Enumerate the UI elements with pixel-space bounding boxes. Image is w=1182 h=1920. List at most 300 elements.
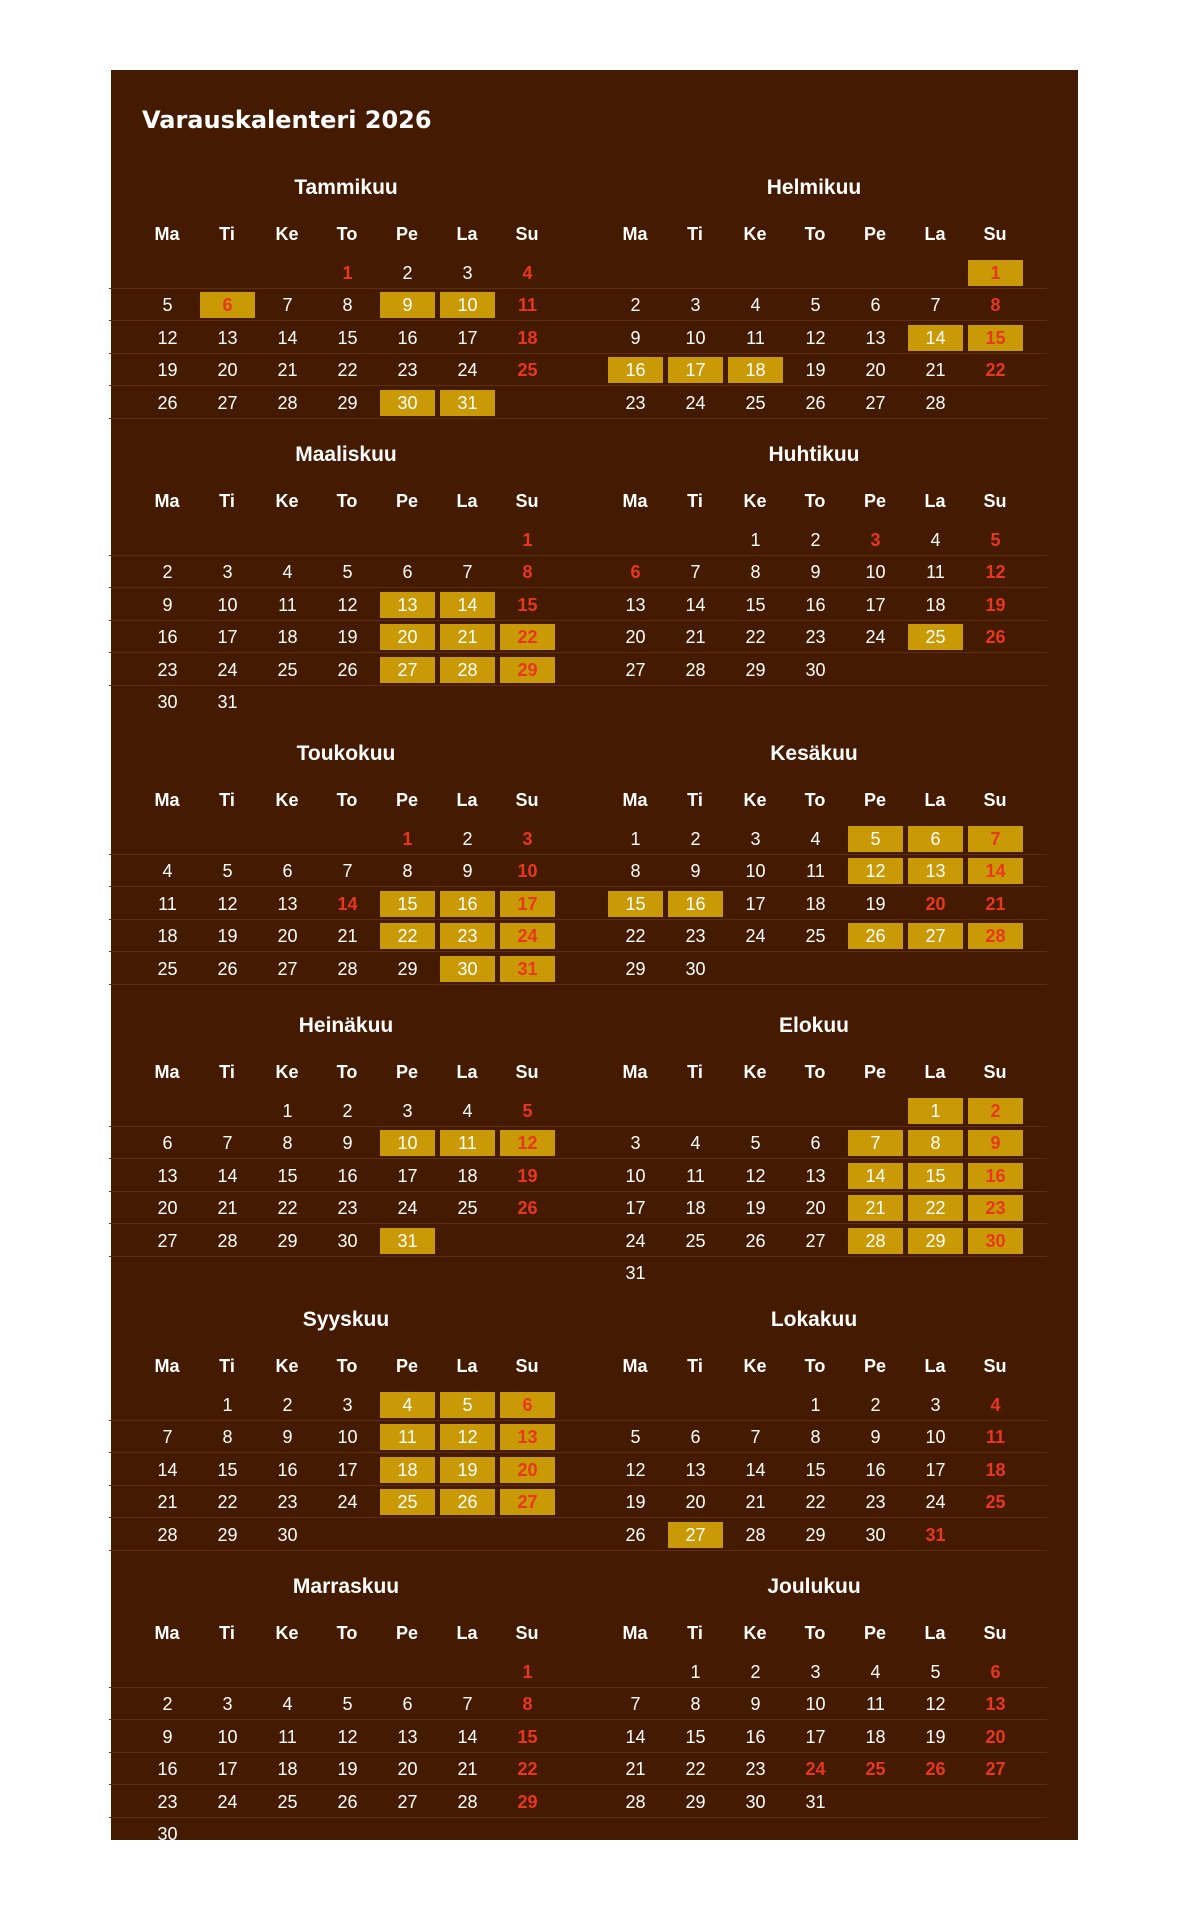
day-cell[interactable]: 14 (685, 594, 706, 615)
day-cell[interactable]: 1 (522, 1662, 533, 1682)
day-cell[interactable]: 12 (925, 1694, 946, 1715)
day-cell[interactable]: 6 (402, 562, 413, 583)
day-cell[interactable]: 23 (685, 926, 706, 947)
day-cell[interactable]: 2 (162, 1694, 173, 1715)
booked-day[interactable]: 14 (440, 592, 495, 618)
booked-day[interactable]: 10 (380, 1130, 435, 1156)
booked-day[interactable]: 20 (380, 624, 435, 650)
day-cell[interactable]: 22 (517, 1759, 538, 1780)
day-cell[interactable]: 3 (342, 1395, 353, 1415)
booked-day[interactable]: 28 (968, 923, 1023, 949)
day-cell[interactable]: 19 (925, 1726, 946, 1747)
booked-day[interactable]: 15 (908, 1163, 963, 1189)
day-cell[interactable]: 21 (457, 1759, 478, 1780)
day-cell[interactable]: 26 (337, 659, 358, 680)
day-cell[interactable]: 4 (690, 1133, 701, 1154)
booked-day[interactable]: 11 (380, 1424, 435, 1450)
day-cell[interactable]: 5 (522, 1101, 533, 1121)
day-cell[interactable]: 9 (342, 1133, 353, 1154)
day-cell[interactable]: 24 (925, 1492, 946, 1513)
day-cell[interactable]: 11 (866, 1694, 885, 1715)
booked-day[interactable]: 8 (908, 1130, 963, 1156)
day-cell[interactable]: 24 (217, 1791, 238, 1812)
day-cell[interactable]: 9 (750, 1694, 761, 1715)
booked-day[interactable]: 29 (500, 657, 555, 683)
day-cell[interactable]: 21 (277, 360, 298, 381)
day-cell[interactable]: 30 (157, 692, 178, 712)
booked-day[interactable]: 24 (500, 923, 555, 949)
day-cell[interactable]: 30 (745, 1791, 766, 1812)
booked-day[interactable]: 19 (440, 1457, 495, 1483)
day-cell[interactable]: 4 (810, 829, 821, 849)
booked-day[interactable]: 22 (500, 624, 555, 650)
day-cell[interactable]: 1 (342, 263, 353, 283)
day-cell[interactable]: 28 (925, 392, 946, 413)
day-cell[interactable]: 2 (810, 530, 821, 550)
day-cell[interactable]: 13 (625, 594, 646, 615)
day-cell[interactable]: 12 (985, 562, 1006, 583)
day-cell[interactable]: 20 (217, 360, 238, 381)
day-cell[interactable]: 4 (162, 861, 173, 882)
day-cell[interactable]: 10 (217, 1726, 238, 1747)
booked-day[interactable]: 31 (440, 390, 495, 416)
day-cell[interactable]: 25 (985, 1492, 1006, 1513)
booked-day[interactable]: 15 (380, 891, 435, 917)
day-cell[interactable]: 29 (805, 1524, 826, 1545)
day-cell[interactable]: 2 (162, 562, 173, 583)
day-cell[interactable]: 11 (806, 861, 825, 882)
day-cell[interactable]: 23 (745, 1759, 766, 1780)
booked-day[interactable]: 13 (500, 1424, 555, 1450)
day-cell[interactable]: 13 (397, 1726, 418, 1747)
day-cell[interactable]: 5 (930, 1662, 941, 1682)
day-cell[interactable]: 1 (402, 829, 413, 849)
booked-day[interactable]: 6 (908, 826, 963, 852)
day-cell[interactable]: 22 (985, 360, 1006, 381)
day-cell[interactable]: 23 (625, 392, 646, 413)
day-cell[interactable]: 12 (217, 893, 238, 914)
day-cell[interactable]: 22 (337, 360, 358, 381)
day-cell[interactable]: 2 (282, 1395, 293, 1415)
day-cell[interactable]: 23 (157, 659, 178, 680)
day-cell[interactable]: 15 (805, 1459, 826, 1480)
booked-day[interactable]: 30 (440, 956, 495, 982)
day-cell[interactable]: 26 (517, 1198, 538, 1219)
day-cell[interactable]: 28 (685, 659, 706, 680)
booked-day[interactable]: 29 (908, 1228, 963, 1254)
booked-day[interactable]: 26 (848, 923, 903, 949)
day-cell[interactable]: 1 (522, 530, 533, 550)
day-cell[interactable]: 22 (217, 1492, 238, 1513)
day-cell[interactable]: 9 (282, 1427, 293, 1448)
day-cell[interactable]: 27 (625, 659, 646, 680)
booked-day[interactable]: 21 (848, 1195, 903, 1221)
booked-day[interactable]: 6 (500, 1392, 555, 1418)
booked-day[interactable]: 17 (500, 891, 555, 917)
day-cell[interactable]: 21 (337, 926, 358, 947)
booked-day[interactable]: 4 (380, 1392, 435, 1418)
day-cell[interactable]: 20 (805, 1198, 826, 1219)
day-cell[interactable]: 10 (625, 1165, 646, 1186)
day-cell[interactable]: 19 (745, 1198, 766, 1219)
day-cell[interactable]: 26 (925, 1759, 946, 1780)
day-cell[interactable]: 25 (277, 659, 298, 680)
day-cell[interactable]: 29 (217, 1524, 238, 1545)
day-cell[interactable]: 11 (926, 562, 945, 583)
day-cell[interactable]: 6 (990, 1662, 1001, 1682)
day-cell[interactable]: 18 (985, 1459, 1006, 1480)
day-cell[interactable]: 23 (277, 1492, 298, 1513)
day-cell[interactable]: 10 (337, 1427, 358, 1448)
day-cell[interactable]: 10 (217, 594, 238, 615)
day-cell[interactable]: 7 (462, 562, 473, 583)
day-cell[interactable]: 4 (282, 562, 293, 583)
day-cell[interactable]: 25 (517, 360, 538, 381)
day-cell[interactable]: 11 (158, 893, 177, 914)
booked-day[interactable]: 5 (848, 826, 903, 852)
day-cell[interactable]: 3 (222, 1694, 233, 1715)
day-cell[interactable]: 27 (157, 1230, 178, 1251)
day-cell[interactable]: 19 (517, 1165, 538, 1186)
day-cell[interactable]: 17 (745, 893, 766, 914)
day-cell[interactable]: 7 (690, 562, 701, 583)
day-cell[interactable]: 4 (522, 263, 533, 283)
day-cell[interactable]: 14 (457, 1726, 478, 1747)
day-cell[interactable]: 29 (745, 659, 766, 680)
day-cell[interactable]: 17 (217, 627, 238, 648)
day-cell[interactable]: 10 (865, 562, 886, 583)
day-cell[interactable]: 17 (217, 1759, 238, 1780)
booked-day[interactable]: 14 (968, 858, 1023, 884)
day-cell[interactable]: 25 (805, 926, 826, 947)
day-cell[interactable]: 14 (217, 1165, 238, 1186)
day-cell[interactable]: 15 (517, 594, 538, 615)
day-cell[interactable]: 24 (457, 360, 478, 381)
day-cell[interactable]: 13 (985, 1694, 1006, 1715)
booked-day[interactable]: 9 (380, 292, 435, 318)
day-cell[interactable]: 1 (282, 1101, 293, 1121)
day-cell[interactable]: 1 (750, 530, 761, 550)
day-cell[interactable]: 21 (745, 1492, 766, 1513)
day-cell[interactable]: 20 (925, 893, 946, 914)
day-cell[interactable]: 16 (397, 327, 418, 348)
day-cell[interactable]: 14 (745, 1459, 766, 1480)
day-cell[interactable]: 4 (990, 1395, 1001, 1415)
day-cell[interactable]: 9 (690, 861, 701, 882)
day-cell[interactable]: 3 (630, 1133, 641, 1154)
day-cell[interactable]: 18 (685, 1198, 706, 1219)
day-cell[interactable]: 29 (517, 1791, 538, 1812)
day-cell[interactable]: 19 (337, 627, 358, 648)
day-cell[interactable]: 3 (402, 1101, 413, 1121)
day-cell[interactable]: 21 (925, 360, 946, 381)
day-cell[interactable]: 10 (925, 1427, 946, 1448)
day-cell[interactable]: 4 (282, 1694, 293, 1715)
day-cell[interactable]: 7 (630, 1694, 641, 1715)
day-cell[interactable]: 3 (870, 530, 881, 550)
day-cell[interactable]: 8 (750, 562, 761, 583)
day-cell[interactable]: 25 (457, 1198, 478, 1219)
booked-day[interactable]: 16 (440, 891, 495, 917)
booked-day[interactable]: 16 (968, 1163, 1023, 1189)
day-cell[interactable]: 8 (522, 562, 533, 583)
day-cell[interactable]: 27 (865, 392, 886, 413)
day-cell[interactable]: 4 (462, 1101, 473, 1121)
day-cell[interactable]: 28 (625, 1791, 646, 1812)
day-cell[interactable]: 14 (625, 1726, 646, 1747)
booked-day[interactable]: 15 (608, 891, 663, 917)
day-cell[interactable]: 25 (865, 1759, 886, 1780)
booked-day[interactable]: 7 (848, 1130, 903, 1156)
booked-day[interactable]: 27 (668, 1522, 723, 1548)
day-cell[interactable]: 9 (630, 327, 641, 348)
day-cell[interactable]: 22 (625, 926, 646, 947)
day-cell[interactable]: 18 (457, 1165, 478, 1186)
day-cell[interactable]: 14 (157, 1459, 178, 1480)
booked-day[interactable]: 5 (440, 1392, 495, 1418)
day-cell[interactable]: 13 (277, 893, 298, 914)
day-cell[interactable]: 24 (625, 1230, 646, 1251)
day-cell[interactable]: 19 (985, 594, 1006, 615)
booked-day[interactable]: 12 (848, 858, 903, 884)
day-cell[interactable]: 20 (625, 627, 646, 648)
day-cell[interactable]: 11 (278, 594, 297, 615)
day-cell[interactable]: 13 (217, 327, 238, 348)
booked-day[interactable]: 2 (968, 1098, 1023, 1124)
day-cell[interactable]: 30 (865, 1524, 886, 1545)
day-cell[interactable]: 25 (277, 1791, 298, 1812)
day-cell[interactable]: 12 (157, 327, 178, 348)
day-cell[interactable]: 28 (277, 392, 298, 413)
day-cell[interactable]: 9 (162, 594, 173, 615)
day-cell[interactable]: 2 (870, 1395, 881, 1415)
booked-day[interactable]: 28 (848, 1228, 903, 1254)
booked-day[interactable]: 1 (908, 1098, 963, 1124)
day-cell[interactable]: 21 (625, 1759, 646, 1780)
day-cell[interactable]: 15 (685, 1726, 706, 1747)
day-cell[interactable]: 17 (625, 1198, 646, 1219)
day-cell[interactable]: 7 (282, 295, 293, 316)
day-cell[interactable]: 28 (157, 1524, 178, 1545)
day-cell[interactable]: 28 (457, 1791, 478, 1812)
day-cell[interactable]: 24 (685, 392, 706, 413)
day-cell[interactable]: 15 (277, 1165, 298, 1186)
day-cell[interactable]: 7 (342, 861, 353, 882)
booked-day[interactable]: 23 (968, 1195, 1023, 1221)
day-cell[interactable]: 17 (337, 1459, 358, 1480)
day-cell[interactable]: 6 (810, 1133, 821, 1154)
booked-day[interactable]: 11 (440, 1130, 495, 1156)
day-cell[interactable]: 23 (157, 1791, 178, 1812)
booked-day[interactable]: 17 (668, 357, 723, 383)
day-cell[interactable]: 23 (805, 627, 826, 648)
day-cell[interactable]: 11 (517, 295, 538, 316)
day-cell[interactable]: 19 (217, 926, 238, 947)
day-cell[interactable]: 17 (805, 1726, 826, 1747)
day-cell[interactable]: 19 (157, 360, 178, 381)
day-cell[interactable]: 13 (157, 1165, 178, 1186)
day-cell[interactable]: 5 (222, 861, 233, 882)
day-cell[interactable]: 28 (745, 1524, 766, 1545)
day-cell[interactable]: 26 (157, 392, 178, 413)
booked-day[interactable]: 27 (380, 657, 435, 683)
day-cell[interactable]: 8 (630, 861, 641, 882)
booked-day[interactable]: 16 (668, 891, 723, 917)
day-cell[interactable]: 25 (685, 1230, 706, 1251)
booked-day[interactable]: 10 (440, 292, 495, 318)
day-cell[interactable]: 15 (517, 1726, 538, 1747)
day-cell[interactable]: 5 (750, 1133, 761, 1154)
day-cell[interactable]: 20 (157, 1198, 178, 1219)
day-cell[interactable]: 14 (337, 893, 358, 914)
day-cell[interactable]: 26 (805, 392, 826, 413)
day-cell[interactable]: 5 (810, 295, 821, 316)
booked-day[interactable]: 30 (380, 390, 435, 416)
day-cell[interactable]: 10 (805, 1694, 826, 1715)
day-cell[interactable]: 20 (865, 360, 886, 381)
day-cell[interactable]: 9 (810, 562, 821, 583)
day-cell[interactable]: 30 (277, 1524, 298, 1545)
day-cell[interactable]: 14 (277, 327, 298, 348)
day-cell[interactable]: 23 (337, 1198, 358, 1219)
day-cell[interactable]: 10 (685, 327, 706, 348)
booked-day[interactable]: 26 (440, 1489, 495, 1515)
booked-day[interactable]: 23 (440, 923, 495, 949)
day-cell[interactable]: 8 (522, 1694, 533, 1715)
day-cell[interactable]: 23 (397, 360, 418, 381)
day-cell[interactable]: 19 (805, 360, 826, 381)
day-cell[interactable]: 4 (750, 295, 761, 316)
day-cell[interactable]: 4 (930, 530, 941, 550)
day-cell[interactable]: 18 (805, 893, 826, 914)
day-cell[interactable]: 30 (337, 1230, 358, 1251)
day-cell[interactable]: 12 (337, 594, 358, 615)
day-cell[interactable]: 18 (277, 1759, 298, 1780)
day-cell[interactable]: 30 (157, 1824, 178, 1844)
day-cell[interactable]: 13 (805, 1165, 826, 1186)
day-cell[interactable]: 3 (810, 1662, 821, 1682)
day-cell[interactable]: 17 (925, 1459, 946, 1480)
day-cell[interactable]: 18 (277, 627, 298, 648)
day-cell[interactable]: 24 (217, 659, 238, 680)
day-cell[interactable]: 5 (630, 1427, 641, 1448)
day-cell[interactable]: 7 (162, 1427, 173, 1448)
day-cell[interactable]: 21 (157, 1492, 178, 1513)
booked-day[interactable]: 22 (380, 923, 435, 949)
day-cell[interactable]: 12 (337, 1726, 358, 1747)
booked-day[interactable]: 18 (728, 357, 783, 383)
booked-day[interactable]: 25 (380, 1489, 435, 1515)
day-cell[interactable]: 24 (805, 1759, 826, 1780)
day-cell[interactable]: 17 (397, 1165, 418, 1186)
day-cell[interactable]: 21 (685, 627, 706, 648)
day-cell[interactable]: 1 (630, 829, 641, 849)
day-cell[interactable]: 3 (750, 829, 761, 849)
day-cell[interactable]: 2 (690, 829, 701, 849)
day-cell[interactable]: 25 (157, 958, 178, 979)
day-cell[interactable]: 9 (162, 1726, 173, 1747)
day-cell[interactable]: 26 (337, 1791, 358, 1812)
day-cell[interactable]: 2 (342, 1101, 353, 1121)
booked-day[interactable]: 28 (440, 657, 495, 683)
booked-day[interactable]: 7 (968, 826, 1023, 852)
day-cell[interactable]: 13 (685, 1459, 706, 1480)
day-cell[interactable]: 31 (805, 1791, 826, 1812)
day-cell[interactable]: 8 (990, 295, 1001, 316)
day-cell[interactable]: 18 (517, 327, 538, 348)
day-cell[interactable]: 29 (277, 1230, 298, 1251)
day-cell[interactable]: 22 (277, 1198, 298, 1219)
day-cell[interactable]: 7 (930, 295, 941, 316)
day-cell[interactable]: 10 (517, 861, 538, 882)
day-cell[interactable]: 2 (402, 263, 413, 283)
day-cell[interactable]: 24 (865, 627, 886, 648)
day-cell[interactable]: 19 (865, 893, 886, 914)
booked-day[interactable]: 31 (380, 1228, 435, 1254)
day-cell[interactable]: 20 (985, 1726, 1006, 1747)
day-cell[interactable]: 22 (745, 627, 766, 648)
day-cell[interactable]: 27 (397, 1791, 418, 1812)
day-cell[interactable]: 5 (342, 1694, 353, 1715)
day-cell[interactable]: 15 (337, 327, 358, 348)
day-cell[interactable]: 8 (222, 1427, 233, 1448)
day-cell[interactable]: 7 (462, 1694, 473, 1715)
day-cell[interactable]: 29 (397, 958, 418, 979)
day-cell[interactable]: 17 (457, 327, 478, 348)
day-cell[interactable]: 8 (342, 295, 353, 316)
day-cell[interactable]: 17 (865, 594, 886, 615)
booked-day[interactable]: 20 (500, 1457, 555, 1483)
day-cell[interactable]: 8 (810, 1427, 821, 1448)
day-cell[interactable]: 4 (870, 1662, 881, 1682)
day-cell[interactable]: 26 (625, 1524, 646, 1545)
booked-day[interactable]: 18 (380, 1457, 435, 1483)
day-cell[interactable]: 8 (690, 1694, 701, 1715)
day-cell[interactable]: 19 (337, 1759, 358, 1780)
booked-day[interactable]: 31 (500, 956, 555, 982)
day-cell[interactable]: 21 (985, 893, 1006, 914)
day-cell[interactable]: 11 (985, 1427, 1006, 1448)
day-cell[interactable]: 26 (745, 1230, 766, 1251)
day-cell[interactable]: 18 (157, 926, 178, 947)
day-cell[interactable]: 2 (750, 1662, 761, 1682)
day-cell[interactable]: 27 (217, 392, 238, 413)
booked-day[interactable]: 21 (440, 624, 495, 650)
day-cell[interactable]: 26 (217, 958, 238, 979)
day-cell[interactable]: 20 (277, 926, 298, 947)
day-cell[interactable]: 22 (805, 1492, 826, 1513)
day-cell[interactable]: 24 (397, 1198, 418, 1219)
day-cell[interactable]: 25 (745, 392, 766, 413)
day-cell[interactable]: 8 (402, 861, 413, 882)
day-cell[interactable]: 31 (625, 1263, 646, 1283)
day-cell[interactable]: 5 (990, 530, 1001, 550)
day-cell[interactable]: 16 (745, 1726, 766, 1747)
day-cell[interactable]: 27 (805, 1230, 826, 1251)
day-cell[interactable]: 6 (162, 1133, 173, 1154)
booked-day[interactable]: 22 (908, 1195, 963, 1221)
booked-day[interactable]: 13 (908, 858, 963, 884)
booked-day[interactable]: 9 (968, 1130, 1023, 1156)
day-cell[interactable]: 18 (925, 594, 946, 615)
booked-day[interactable]: 13 (380, 592, 435, 618)
day-cell[interactable]: 26 (985, 627, 1006, 648)
day-cell[interactable]: 16 (277, 1459, 298, 1480)
day-cell[interactable]: 8 (282, 1133, 293, 1154)
day-cell[interactable]: 12 (745, 1165, 766, 1186)
day-cell[interactable]: 3 (222, 562, 233, 583)
day-cell[interactable]: 12 (805, 327, 826, 348)
